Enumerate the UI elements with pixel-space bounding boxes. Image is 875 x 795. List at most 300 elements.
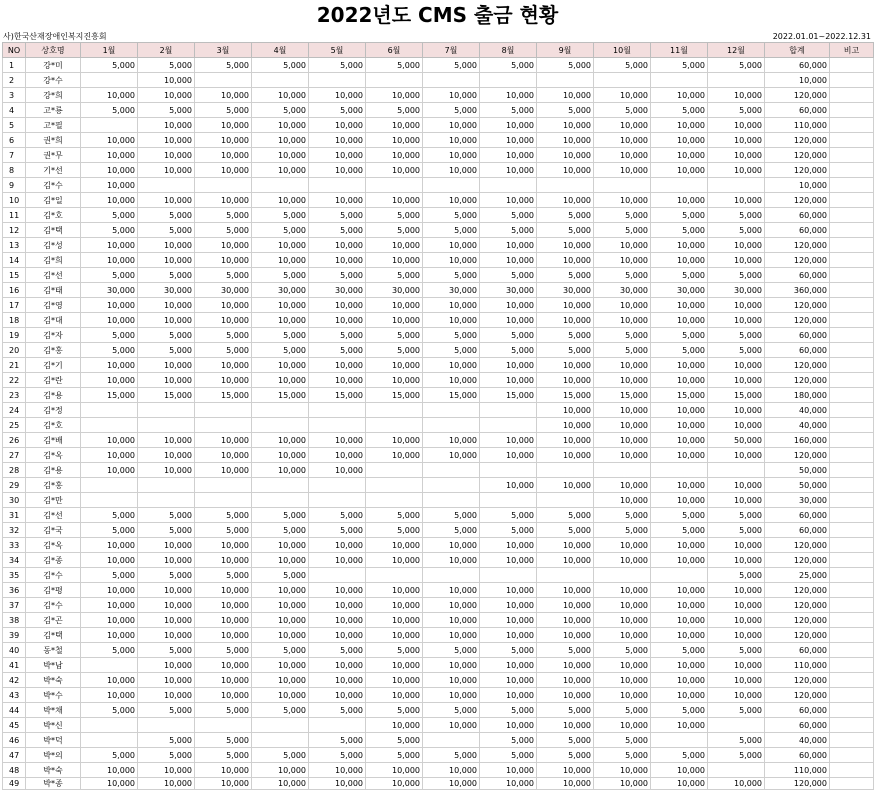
month-cell: 10,000 <box>480 313 537 328</box>
name-cell: 박*종 <box>26 778 81 790</box>
month-cell: 10,000 <box>366 598 423 613</box>
month-cell: 10,000 <box>594 478 651 493</box>
table-row <box>3 418 874 433</box>
row-number-cell: 41 <box>3 658 26 673</box>
month-cell: 10,000 <box>480 88 537 103</box>
month-cell: 5,000 <box>366 223 423 238</box>
month-cell: 5,000 <box>138 733 195 748</box>
month-cell <box>138 418 195 433</box>
month-cell: 5,000 <box>480 328 537 343</box>
month-cell: 10,000 <box>309 298 366 313</box>
header-cell: 상호명 <box>26 43 81 58</box>
row-number-cell: 18 <box>3 313 26 328</box>
row-number-cell: 7 <box>3 148 26 163</box>
month-cell: 10,000 <box>309 538 366 553</box>
month-cell: 10,000 <box>537 163 594 178</box>
month-cell: 10,000 <box>195 118 252 133</box>
row-number-cell: 30 <box>3 493 26 508</box>
total-cell: 160,000 <box>765 433 830 448</box>
month-cell: 10,000 <box>423 583 480 598</box>
month-cell: 30,000 <box>480 283 537 298</box>
name-cell: 박*채 <box>26 703 81 718</box>
month-cell: 10,000 <box>651 448 708 463</box>
header-cell: 10월 <box>594 43 651 58</box>
month-cell: 10,000 <box>366 658 423 673</box>
month-cell: 10,000 <box>537 148 594 163</box>
month-cell <box>480 493 537 508</box>
month-cell <box>252 418 309 433</box>
row-number-cell: 48 <box>3 763 26 778</box>
name-cell: 강*미 <box>26 58 81 73</box>
month-cell: 10,000 <box>594 628 651 643</box>
month-cell <box>309 403 366 418</box>
month-cell <box>480 178 537 193</box>
month-cell: 10,000 <box>138 163 195 178</box>
row-number-cell: 19 <box>3 328 26 343</box>
month-cell: 10,000 <box>594 718 651 733</box>
month-cell: 10,000 <box>537 673 594 688</box>
total-cell: 60,000 <box>765 508 830 523</box>
month-cell: 10,000 <box>480 193 537 208</box>
remark-cell <box>830 253 874 268</box>
month-cell: 10,000 <box>537 538 594 553</box>
table-row <box>3 373 874 388</box>
month-cell: 30,000 <box>423 283 480 298</box>
month-cell: 10,000 <box>480 688 537 703</box>
month-cell: 5,000 <box>651 343 708 358</box>
month-cell: 10,000 <box>651 598 708 613</box>
month-cell <box>309 178 366 193</box>
month-cell: 10,000 <box>651 553 708 568</box>
month-cell: 5,000 <box>480 223 537 238</box>
total-cell: 60,000 <box>765 523 830 538</box>
month-cell: 10,000 <box>252 118 309 133</box>
month-cell: 10,000 <box>594 118 651 133</box>
month-cell <box>537 568 594 583</box>
table-row <box>3 598 874 613</box>
row-number-cell: 46 <box>3 733 26 748</box>
month-cell: 10,000 <box>423 298 480 313</box>
month-cell: 10,000 <box>195 193 252 208</box>
name-cell: 김*자 <box>26 328 81 343</box>
month-cell <box>480 73 537 88</box>
table-row <box>3 433 874 448</box>
month-cell: 10,000 <box>708 163 765 178</box>
table-row <box>3 448 874 463</box>
month-cell: 10,000 <box>195 553 252 568</box>
month-cell: 10,000 <box>423 118 480 133</box>
remark-cell <box>830 553 874 568</box>
month-cell <box>651 178 708 193</box>
month-cell: 10,000 <box>366 538 423 553</box>
month-cell: 5,000 <box>195 268 252 283</box>
month-cell: 10,000 <box>195 688 252 703</box>
month-cell: 10,000 <box>708 583 765 598</box>
row-number-cell: 36 <box>3 583 26 598</box>
name-cell: 고*필 <box>26 118 81 133</box>
month-cell: 5,000 <box>252 523 309 538</box>
month-cell: 5,000 <box>309 58 366 73</box>
month-cell <box>81 478 138 493</box>
month-cell: 5,000 <box>309 343 366 358</box>
month-cell: 5,000 <box>195 703 252 718</box>
month-cell <box>81 418 138 433</box>
name-cell: 김*선 <box>26 268 81 283</box>
month-cell: 10,000 <box>138 313 195 328</box>
month-cell <box>252 73 309 88</box>
month-cell: 10,000 <box>423 148 480 163</box>
remark-cell <box>830 298 874 313</box>
table-row <box>3 358 874 373</box>
month-cell: 10,000 <box>651 313 708 328</box>
month-cell <box>537 493 594 508</box>
month-cell <box>651 568 708 583</box>
month-cell: 10,000 <box>708 148 765 163</box>
month-cell: 5,000 <box>537 328 594 343</box>
month-cell: 5,000 <box>252 748 309 763</box>
month-cell: 10,000 <box>537 478 594 493</box>
month-cell: 10,000 <box>708 253 765 268</box>
month-cell: 10,000 <box>423 613 480 628</box>
month-cell: 10,000 <box>309 238 366 253</box>
month-cell: 10,000 <box>195 448 252 463</box>
month-cell: 10,000 <box>423 448 480 463</box>
total-cell: 120,000 <box>765 673 830 688</box>
month-cell: 10,000 <box>537 418 594 433</box>
month-cell: 10,000 <box>195 148 252 163</box>
month-cell: 5,000 <box>537 523 594 538</box>
name-cell: 김*호 <box>26 418 81 433</box>
month-cell: 10,000 <box>480 478 537 493</box>
month-cell: 10,000 <box>594 493 651 508</box>
month-cell: 10,000 <box>366 88 423 103</box>
month-cell: 5,000 <box>594 343 651 358</box>
month-cell: 10,000 <box>594 148 651 163</box>
month-cell: 5,000 <box>138 58 195 73</box>
table-row <box>3 463 874 478</box>
row-number-cell: 34 <box>3 553 26 568</box>
month-cell: 5,000 <box>309 508 366 523</box>
month-cell: 10,000 <box>423 763 480 778</box>
total-cell: 360,000 <box>765 283 830 298</box>
month-cell: 10,000 <box>594 358 651 373</box>
remark-cell <box>830 598 874 613</box>
total-cell: 120,000 <box>765 163 830 178</box>
month-cell: 10,000 <box>195 253 252 268</box>
month-cell: 10,000 <box>138 88 195 103</box>
month-cell: 10,000 <box>366 673 423 688</box>
month-cell: 10,000 <box>252 673 309 688</box>
month-cell: 5,000 <box>366 643 423 658</box>
month-cell: 5,000 <box>366 103 423 118</box>
month-cell: 10,000 <box>309 148 366 163</box>
month-cell: 5,000 <box>195 223 252 238</box>
month-cell: 10,000 <box>537 763 594 778</box>
month-cell: 10,000 <box>651 118 708 133</box>
month-cell: 10,000 <box>138 598 195 613</box>
month-cell <box>81 493 138 508</box>
month-cell: 10,000 <box>81 253 138 268</box>
month-cell: 10,000 <box>594 403 651 418</box>
month-cell: 5,000 <box>309 208 366 223</box>
month-cell: 5,000 <box>252 208 309 223</box>
month-cell: 10,000 <box>138 688 195 703</box>
row-number-cell: 6 <box>3 133 26 148</box>
row-number-cell: 1 <box>3 58 26 73</box>
month-cell: 10,000 <box>480 148 537 163</box>
month-cell: 10,000 <box>138 238 195 253</box>
month-cell <box>138 478 195 493</box>
month-cell <box>81 718 138 733</box>
month-cell: 10,000 <box>252 463 309 478</box>
month-cell <box>81 403 138 418</box>
month-cell: 5,000 <box>81 508 138 523</box>
month-cell: 10,000 <box>537 718 594 733</box>
month-cell: 10,000 <box>195 763 252 778</box>
month-cell: 5,000 <box>423 223 480 238</box>
month-cell: 10,000 <box>651 613 708 628</box>
table-row <box>3 478 874 493</box>
month-cell: 15,000 <box>423 388 480 403</box>
month-cell: 10,000 <box>81 433 138 448</box>
name-cell: 김*평 <box>26 583 81 598</box>
total-cell: 40,000 <box>765 403 830 418</box>
month-cell: 5,000 <box>138 508 195 523</box>
remark-cell <box>830 133 874 148</box>
name-cell: 김*선 <box>26 508 81 523</box>
month-cell: 5,000 <box>537 508 594 523</box>
total-cell: 120,000 <box>765 598 830 613</box>
row-number-cell: 27 <box>3 448 26 463</box>
month-cell: 10,000 <box>651 298 708 313</box>
month-cell: 10,000 <box>309 358 366 373</box>
month-cell: 10,000 <box>81 583 138 598</box>
name-cell: 김*용 <box>26 388 81 403</box>
month-cell: 5,000 <box>252 703 309 718</box>
month-cell: 10,000 <box>651 373 708 388</box>
month-cell: 5,000 <box>651 208 708 223</box>
row-number-cell: 2 <box>3 73 26 88</box>
month-cell: 10,000 <box>138 298 195 313</box>
month-cell: 10,000 <box>366 133 423 148</box>
month-cell: 10,000 <box>252 313 309 328</box>
month-cell: 10,000 <box>708 688 765 703</box>
month-cell: 10,000 <box>537 403 594 418</box>
table-row <box>3 133 874 148</box>
month-cell: 5,000 <box>138 268 195 283</box>
month-cell: 10,000 <box>537 598 594 613</box>
table-row <box>3 283 874 298</box>
month-cell: 10,000 <box>309 118 366 133</box>
month-cell: 5,000 <box>537 703 594 718</box>
month-cell: 10,000 <box>423 598 480 613</box>
header-cell: NO <box>3 43 26 58</box>
month-cell: 30,000 <box>309 283 366 298</box>
month-cell <box>195 178 252 193</box>
month-cell: 10,000 <box>423 133 480 148</box>
month-cell: 10,000 <box>480 763 537 778</box>
header-cell: 2월 <box>138 43 195 58</box>
month-cell: 30,000 <box>594 283 651 298</box>
month-cell: 5,000 <box>708 508 765 523</box>
name-cell: 박*수 <box>26 688 81 703</box>
month-cell: 5,000 <box>195 328 252 343</box>
month-cell: 10,000 <box>708 673 765 688</box>
remark-cell <box>830 583 874 598</box>
month-cell: 5,000 <box>594 268 651 283</box>
month-cell: 10,000 <box>309 763 366 778</box>
table-row <box>3 73 874 88</box>
table-row <box>3 673 874 688</box>
month-cell: 10,000 <box>81 238 138 253</box>
month-cell: 10,000 <box>366 718 423 733</box>
month-cell: 5,000 <box>138 208 195 223</box>
name-cell: 김*홍 <box>26 343 81 358</box>
month-cell: 5,000 <box>138 703 195 718</box>
month-cell: 10,000 <box>708 118 765 133</box>
month-cell: 10,000 <box>252 553 309 568</box>
month-cell: 5,000 <box>480 733 537 748</box>
remark-cell <box>830 343 874 358</box>
month-cell: 10,000 <box>708 538 765 553</box>
month-cell: 10,000 <box>138 553 195 568</box>
month-cell: 10,000 <box>651 763 708 778</box>
total-cell: 40,000 <box>765 733 830 748</box>
total-cell: 120,000 <box>765 688 830 703</box>
month-cell: 10,000 <box>138 373 195 388</box>
month-cell: 10,000 <box>537 358 594 373</box>
name-cell: 박*숙 <box>26 763 81 778</box>
month-cell <box>423 568 480 583</box>
name-cell: 박*남 <box>26 658 81 673</box>
month-cell: 10,000 <box>309 613 366 628</box>
month-cell: 10,000 <box>252 433 309 448</box>
table-row <box>3 763 874 778</box>
name-cell: 김*정 <box>26 403 81 418</box>
month-cell: 15,000 <box>252 388 309 403</box>
month-cell: 5,000 <box>594 103 651 118</box>
month-cell: 10,000 <box>252 253 309 268</box>
month-cell: 10,000 <box>195 628 252 643</box>
name-cell: 권*희 <box>26 133 81 148</box>
month-cell: 5,000 <box>195 343 252 358</box>
month-cell: 10,000 <box>594 778 651 790</box>
month-cell: 10,000 <box>651 193 708 208</box>
month-cell: 5,000 <box>252 568 309 583</box>
month-cell: 10,000 <box>537 118 594 133</box>
month-cell: 10,000 <box>651 358 708 373</box>
name-cell: 강*수 <box>26 73 81 88</box>
month-cell: 5,000 <box>366 208 423 223</box>
month-cell: 10,000 <box>480 673 537 688</box>
header-cell: 합계 <box>765 43 830 58</box>
header-cell: 3월 <box>195 43 252 58</box>
month-cell: 10,000 <box>252 148 309 163</box>
month-cell: 5,000 <box>537 748 594 763</box>
month-cell: 5,000 <box>252 223 309 238</box>
month-cell: 10,000 <box>366 253 423 268</box>
month-cell: 5,000 <box>651 268 708 283</box>
month-cell: 10,000 <box>252 373 309 388</box>
month-cell: 10,000 <box>309 598 366 613</box>
month-cell: 10,000 <box>423 163 480 178</box>
row-number-cell: 3 <box>3 88 26 103</box>
month-cell: 5,000 <box>594 208 651 223</box>
month-cell: 5,000 <box>480 523 537 538</box>
month-cell <box>594 568 651 583</box>
month-cell: 5,000 <box>366 703 423 718</box>
month-cell: 10,000 <box>480 253 537 268</box>
remark-cell <box>830 613 874 628</box>
remark-cell <box>830 148 874 163</box>
month-cell: 5,000 <box>537 208 594 223</box>
total-cell: 50,000 <box>765 478 830 493</box>
month-cell: 10,000 <box>366 373 423 388</box>
month-cell: 5,000 <box>651 523 708 538</box>
month-cell: 5,000 <box>708 343 765 358</box>
month-cell: 5,000 <box>195 103 252 118</box>
month-cell: 5,000 <box>309 748 366 763</box>
row-number-cell: 33 <box>3 538 26 553</box>
month-cell <box>366 418 423 433</box>
month-cell: 10,000 <box>651 658 708 673</box>
month-cell: 10,000 <box>366 148 423 163</box>
table-row <box>3 748 874 763</box>
month-cell: 10,000 <box>195 298 252 313</box>
month-cell: 10,000 <box>480 358 537 373</box>
remark-cell <box>830 283 874 298</box>
month-cell: 5,000 <box>480 208 537 223</box>
remark-cell <box>830 193 874 208</box>
month-cell: 5,000 <box>423 103 480 118</box>
total-cell: 110,000 <box>765 763 830 778</box>
month-cell: 10,000 <box>537 313 594 328</box>
month-cell: 10,000 <box>708 403 765 418</box>
table-row <box>3 628 874 643</box>
month-cell: 10,000 <box>366 688 423 703</box>
month-cell: 5,000 <box>423 703 480 718</box>
name-cell: 김*태 <box>26 283 81 298</box>
month-cell: 5,000 <box>480 268 537 283</box>
header-row <box>3 43 874 58</box>
month-cell: 10,000 <box>81 673 138 688</box>
month-cell: 10,000 <box>195 583 252 598</box>
remark-cell <box>830 223 874 238</box>
month-cell: 10,000 <box>651 418 708 433</box>
month-cell: 10,000 <box>195 358 252 373</box>
month-cell: 5,000 <box>81 568 138 583</box>
month-cell: 10,000 <box>423 538 480 553</box>
month-cell <box>708 718 765 733</box>
remark-cell <box>830 493 874 508</box>
total-cell: 60,000 <box>765 208 830 223</box>
month-cell: 5,000 <box>594 508 651 523</box>
row-number-cell: 28 <box>3 463 26 478</box>
month-cell: 10,000 <box>708 613 765 628</box>
month-cell: 5,000 <box>138 748 195 763</box>
name-cell: 김*옥 <box>26 538 81 553</box>
month-cell: 10,000 <box>366 433 423 448</box>
row-number-cell: 14 <box>3 253 26 268</box>
month-cell: 10,000 <box>309 433 366 448</box>
table-row <box>3 688 874 703</box>
month-cell: 10,000 <box>708 778 765 790</box>
month-cell: 10,000 <box>537 193 594 208</box>
month-cell <box>81 733 138 748</box>
row-number-cell: 43 <box>3 688 26 703</box>
month-cell: 10,000 <box>81 133 138 148</box>
month-cell <box>195 403 252 418</box>
